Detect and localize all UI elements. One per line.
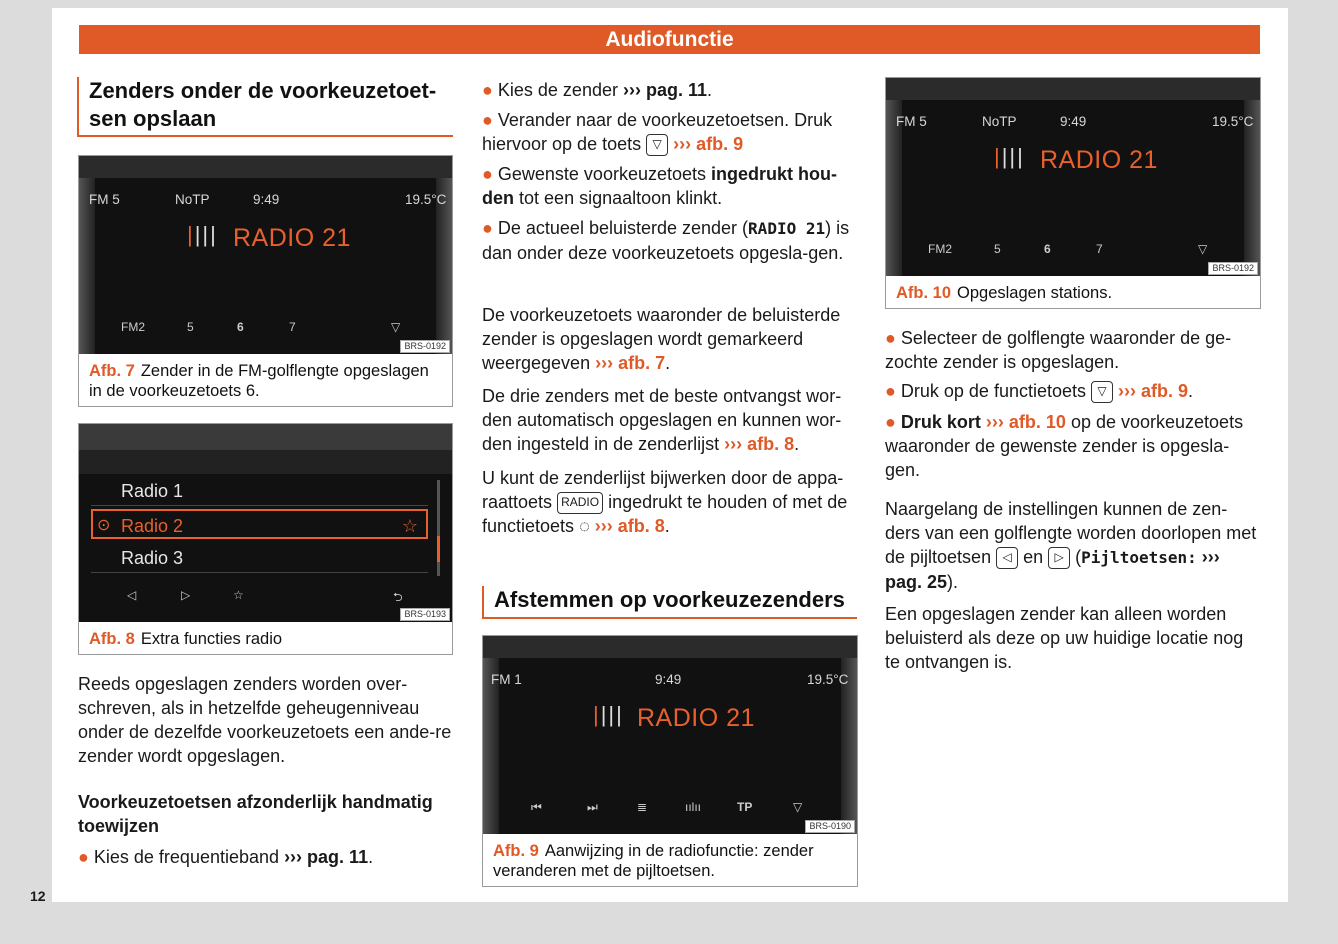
bullet-text: De actueel beluisterde zender ( xyxy=(497,218,749,238)
signal-bars-icon: |||| xyxy=(593,702,624,727)
radio-list-screen xyxy=(79,424,452,622)
list-item-label: Radio 2 xyxy=(121,516,184,536)
refresh-icon: ◌ xyxy=(579,516,590,537)
softkey-7[interactable]: 7 xyxy=(1096,242,1103,256)
softkey-fm2[interactable]: FM2 xyxy=(928,242,952,256)
bullet-text: Gewenste voorkeuzetoets xyxy=(497,164,707,184)
bullet-text-end: tot een signaaltoon klinkt. xyxy=(519,188,723,208)
bullet-dot-icon: ● xyxy=(482,164,493,184)
temperature: 19.5°C xyxy=(405,192,447,207)
paragraph: De drie zenders met de beste ontvangst wor-den automatisch opgeslagen en kunnen wor-den ingesteld in de zenderlijst ››› afb. 8. xyxy=(482,386,842,454)
radio-screen xyxy=(886,78,1260,276)
clock: 9:49 xyxy=(1060,114,1087,129)
softkey-skip-forward-icon[interactable]: ⏭ xyxy=(587,800,598,814)
radio-key-icon: RADIO xyxy=(557,492,603,514)
figure-code: BRS-0192 xyxy=(1208,262,1258,275)
bullet-text: Kies de zender xyxy=(497,80,618,100)
notp-label: NoTP xyxy=(982,114,1017,129)
caption-text: Zender in de FM-golflengte opgeslagen in de voorkeuzetoets 6. xyxy=(89,362,429,400)
softkey-down-icon[interactable]: ▽ xyxy=(1198,242,1208,256)
softkey-6[interactable]: 6 xyxy=(237,320,244,334)
page-reference-link[interactable]: ››› pag. 25 xyxy=(885,547,1220,592)
figure-reference-link[interactable]: ››› afb. 8 xyxy=(594,516,665,537)
paragraph-text: Naargelang de instellingen kunnen de zen-ders van een golflengte worden doorlopen met de pijltoetsen xyxy=(885,499,1257,567)
screen-topbar xyxy=(79,424,452,450)
bullet-dot-icon: ● xyxy=(78,847,89,867)
softkey-list-icon[interactable]: ≣ xyxy=(637,800,648,814)
section-title-tune-presets: Afstemmen op voorkeuzezenders xyxy=(482,586,857,619)
display-text: RADIO 21 xyxy=(748,219,826,238)
page-number: 12 xyxy=(30,888,46,904)
softkey-fm2[interactable]: FM2 xyxy=(121,320,145,334)
radio-screen xyxy=(483,636,857,834)
figure-reference-link[interactable]: ››› afb. 9 xyxy=(673,134,744,154)
softkey-signal-icon[interactable]: ıılıı xyxy=(685,800,702,814)
bullet-item xyxy=(885,326,1261,374)
screen-topbar xyxy=(483,636,857,658)
figure-reference-link[interactable]: ››› afb. 9 xyxy=(1118,381,1189,401)
band-label: FM 1 xyxy=(491,672,522,687)
figure-label: Afb. 7 xyxy=(89,362,135,380)
softkey-bar xyxy=(886,238,1260,264)
right-arrow-key-icon: ▷ xyxy=(1048,547,1070,569)
station-name: RADIO 21 xyxy=(637,704,755,732)
figure-10 xyxy=(885,77,1261,309)
paragraph: De voorkeuzetoets waaronder de beluisterde zender is opgeslagen wordt gemarkeerd weergegeven ››› afb. 7. xyxy=(482,305,841,373)
bullet-dot-icon: ● xyxy=(885,412,896,432)
bullet-item xyxy=(482,216,858,265)
temperature: 19.5°C xyxy=(807,672,849,687)
scrollbar[interactable] xyxy=(437,480,440,576)
temperature: 19.5°C xyxy=(1212,114,1254,129)
bullet-dot-icon: ● xyxy=(885,328,896,348)
figure-reference-link[interactable]: ››› afb. 10 xyxy=(985,412,1066,432)
bullet-item xyxy=(885,410,1261,482)
figure-label: Afb. 9 xyxy=(493,842,539,860)
figure-code: BRS-0192 xyxy=(400,340,450,353)
figure-code: BRS-0193 xyxy=(400,608,450,621)
bullet-text: Druk op de functietoets xyxy=(900,381,1086,401)
softkey-5[interactable]: 5 xyxy=(994,242,1001,256)
paragraph-text: De drie zenders met de beste ontvangst wor-den automatisch opgeslagen en kunnen wor-den ingesteld in de zenderlijst xyxy=(482,386,842,454)
paragraph-text: U kunt de zenderlijst bijwerken door de appa-raattoets xyxy=(482,468,844,512)
softkey-6[interactable]: 6 xyxy=(1044,242,1051,256)
play-icon: ⊙ xyxy=(97,517,111,534)
figure-caption xyxy=(896,283,1254,303)
paragraph: Een opgeslagen zender kan alleen worden beluisterd als deze op uw huidige locatie nog te ontvangen is. xyxy=(885,604,1244,672)
paragraph-text: De voorkeuzetoets waaronder de beluisterde zender is opgeslagen wordt gemarkeerd weergegeven xyxy=(482,305,841,373)
down-key-icon: ▽ xyxy=(646,134,668,156)
bullet-item: ● Druk op de functietoets ▽ ››› afb. 9. xyxy=(885,379,1261,403)
list-item-selected[interactable] xyxy=(91,509,428,539)
figure-label: Afb. 10 xyxy=(896,284,952,302)
band-label: FM 5 xyxy=(896,114,927,129)
bullet-end: . xyxy=(368,847,374,867)
bullet-dot-icon: ● xyxy=(482,110,493,130)
bullet-dot-icon: ● xyxy=(482,218,493,238)
station-name: RADIO 21 xyxy=(233,224,351,252)
signal-bars-icon: |||| xyxy=(187,222,218,247)
bullet-item xyxy=(482,162,858,210)
bullet-text-end: ) is dan onder deze voorkeuzetoets opgesla-gen. xyxy=(482,218,850,263)
notp-label: NoTP xyxy=(175,192,210,207)
figure-8 xyxy=(78,423,453,655)
bullet-text: Verander naar de voorkeuzetoetsen. Druk hiervoor op de toets xyxy=(482,110,833,154)
signal-bars-icon: |||| xyxy=(994,144,1025,169)
softkey-bar xyxy=(483,796,857,822)
section-title-line2: sen opslaan xyxy=(89,106,217,131)
subheading-manual-assign: Voorkeuzetoetsen afzonderlijk handmatig toewijzen xyxy=(78,792,433,836)
bullet-bold: Druk kort xyxy=(900,412,981,432)
page-reference-link[interactable]: ››› pag. 11 xyxy=(622,80,707,100)
section-title-save-presets xyxy=(77,77,453,137)
bullet-item: ● Kies de zender ››› pag. 11. xyxy=(482,80,713,100)
softkey-star-icon[interactable]: ☆ xyxy=(233,588,244,602)
bullet-text: Kies de frequentieband xyxy=(93,847,280,867)
figure-caption xyxy=(89,361,446,401)
paragraph-end: ). xyxy=(947,572,959,592)
figure-caption xyxy=(89,629,446,649)
paragraph-overwrite: Reeds opgeslagen zenders worden over-schreven, als in hetzelfde geheugenniveau onder de dezelfde voorkeuzetoets een ande-re zender wordt opgeslagen. xyxy=(78,674,452,766)
clock: 9:49 xyxy=(655,672,682,687)
chapter-header: Audiofunctie xyxy=(79,25,1260,54)
softkey-bar xyxy=(79,316,452,342)
bullet-bold: ingedrukt hou-den xyxy=(482,164,838,208)
figure-9 xyxy=(482,635,858,887)
caption-text: Extra functies radio xyxy=(140,630,283,648)
caption-text: Aanwijzing in de radiofunctie: zender veranderen met de pijltoetsen. xyxy=(493,842,814,880)
screen-topbar xyxy=(79,156,452,178)
paragraph: Naargelang de instellingen kunnen de zen-ders van een golflengte worden doorlopen met de pijltoetsen ◁ en ▷ (Pijltoetsen: ››› pag. 25). xyxy=(885,499,1257,592)
softkey-back-icon[interactable]: ⮌ xyxy=(393,590,403,604)
bullet-dot-icon: ● xyxy=(885,381,896,401)
figure-7 xyxy=(78,155,453,407)
bullet-item xyxy=(78,845,453,869)
softkey-skip-back-icon[interactable]: ⏮ xyxy=(531,800,542,814)
paragraph: U kunt de zenderlijst bijwerken door de appa-raattoets RADIO ingedrukt te houden of met de functietoets ◌ ››› afb. 8. xyxy=(482,468,848,537)
figure-reference-link[interactable]: ››› afb. 7 xyxy=(595,353,666,373)
figure-label: Afb. 8 xyxy=(89,630,135,648)
softkey-bar xyxy=(79,584,452,610)
figure-code: BRS-0190 xyxy=(805,820,855,833)
bullet-item xyxy=(482,108,858,156)
bullet-text: op de voorkeuzetoets waaronder de gewenste zender is opgesla-gen. xyxy=(885,412,1244,480)
station-name: RADIO 21 xyxy=(1040,146,1158,174)
left-arrow-key-icon: ◁ xyxy=(996,547,1018,569)
softkey-7[interactable]: 7 xyxy=(289,320,296,334)
softkey-down-icon[interactable]: ▽ xyxy=(391,320,401,334)
band-label: FM 5 xyxy=(89,192,120,207)
paragraph-text-b: ingedrukt te houden of met de functietoets xyxy=(482,492,848,537)
figure-reference-link[interactable]: ››› afb. 8 xyxy=(724,434,795,454)
softkey-prev-icon[interactable]: ◁ xyxy=(127,588,137,602)
caption-text: Opgeslagen stations. xyxy=(957,284,1113,302)
bullet-dot-icon: ● xyxy=(482,80,493,100)
list-item[interactable]: Radio 1 xyxy=(91,476,428,506)
figure-caption xyxy=(493,841,851,881)
radio-screen xyxy=(79,156,452,354)
softkey-down-icon[interactable]: ▽ xyxy=(793,800,803,814)
screen-topbar xyxy=(886,78,1260,100)
softkey-next-icon[interactable]: ▷ xyxy=(181,588,191,602)
bullet-text: Selecteer de golflengte waaronder de ge-zochte zender is opgeslagen. xyxy=(885,328,1232,372)
favorite-star-icon[interactable]: ☆ xyxy=(401,516,418,536)
display-text: Pijltoetsen: xyxy=(1081,548,1197,567)
down-key-icon: ▽ xyxy=(1091,381,1113,403)
softkey-5[interactable]: 5 xyxy=(187,320,194,334)
scrollbar-thumb[interactable] xyxy=(437,536,440,562)
page-reference-link[interactable]: ››› pag. 11 xyxy=(284,847,369,867)
section-title-line1: Zenders onder de voorkeuzetoet- xyxy=(89,78,437,103)
softkey-tp[interactable]: TP xyxy=(737,800,753,814)
list-item[interactable]: Radio 3 xyxy=(91,543,428,573)
paragraph-and: en xyxy=(1023,547,1044,567)
clock: 9:49 xyxy=(253,192,280,207)
screen-subbar xyxy=(79,450,452,474)
